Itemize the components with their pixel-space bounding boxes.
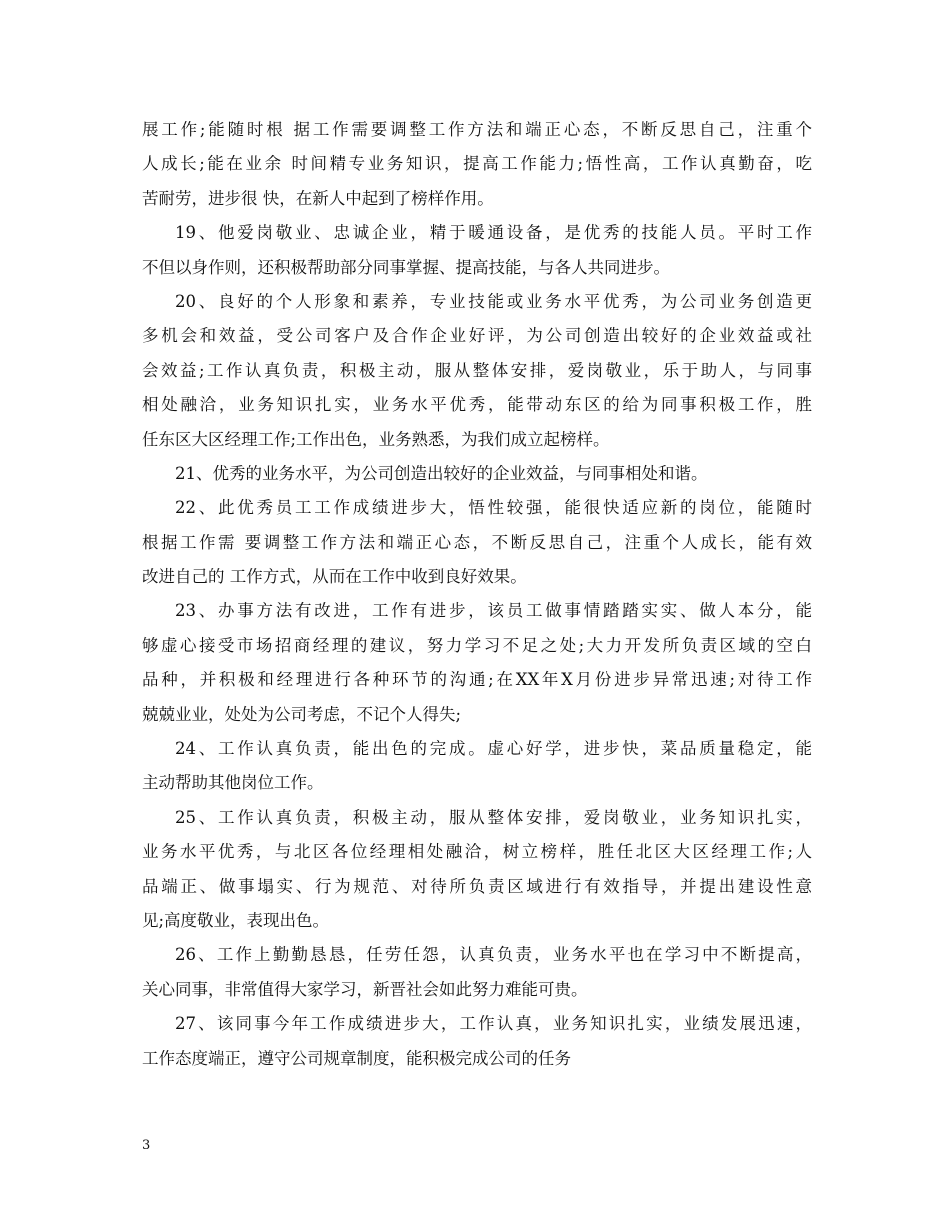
text-line: 展工作;能随时根 据工作需要调整工作方法和端正心态，不断反思自己，注重个 [142,120,812,139]
text-line: 20、良好的个人形象和素养，专业技能或业务水平优秀，为公司业务创造更 [175,291,812,311]
text-line: 兢兢业业，处处为公司考虑，不记个人得失; [142,704,462,724]
text-line: 品端正、做事塌实、行为规范、对待所负责区域进行有效指导，并提出建设性意 [142,876,812,896]
text-line: 相处融洽，业务知识扎实，业务水平优秀，能带动东区的给为同事积极工作，胜 [142,395,812,415]
text-line: 19、他爱岗敬业、忠诚企业，精于暖通设备，是优秀的技能人员。平时工作 [175,223,812,243]
text-line: 24、工作认真负责，能出色的完成。虚心好学，进步快，菜品质量稳定，能 [175,739,812,759]
text-line: 25、工作认真负责，积极主动，服从整体安排，爱岗敬业，业务知识扎实， [175,807,812,827]
text-line: 改进自己的 工作方式，从而在工作中收到良好效果。 [142,567,527,587]
text-line: 人成长;能在业余 时间精专业务知识，提高工作能力;悟性高，工作认真勤奋，吃 [142,154,812,174]
document-body [142,113,812,1076]
text-line: 23、办事方法有改进，工作有进步，该员工做事情踏踏实实、做人本分，能 [175,601,812,621]
page-number: 3 [142,1138,151,1153]
text-line: 27、该同事今年工作成绩进步大，工作认真，业务知识扎实，业绩发展迅速， [175,1014,812,1034]
text-line: 不但以身作则，还积极帮助部分同事掌握、提高技能，与各人共同进步。 [142,257,670,277]
text-line: 会效益;工作认真负责，积极主动，服从整体安排，爱岗敬业，乐于助人，与同事 [142,360,812,380]
text-line: 21、优秀的业务水平，为公司创造出较好的企业效益，与同事相处和谐。 [175,463,708,483]
text-line: 苦耐劳，进步很 快，在新人中起到了榜样作用。 [142,188,494,208]
text-line: 够虚心接受市场招商经理的建议，努力学习不足之处;大力开发所负责区域的空白 [142,635,812,655]
text-line: 关心同事，非常值得大家学习，新晋社会如此努力难能可贵。 [142,979,588,999]
text-line: 多机会和效益，受公司客户及合作企业好评，为公司创造出较好的企业效益或社 [142,326,812,346]
text-line: 见;高度敬业，表现出色。 [142,910,330,930]
text-line: 任东区大区经理工作;工作出色，业务熟悉，为我们成立起榜样。 [142,429,610,449]
text-line: 22、此优秀员工工作成绩进步大，悟性较强，能很快适应新的岗位，能随时 [175,498,812,518]
text-line: 主动帮助其他岗位工作。 [142,773,324,793]
text-line: 26、工作上勤勤恳恳，任劳任怨，认真负责，业务水平也在学习中不断提高， [175,945,812,965]
text-line: 业务水平优秀，与北区各位经理相处融洽，树立榜样，胜任北区大区经理工作;人 [142,842,812,862]
text-line: 工作态度端正，遵守公司规章制度，能积极完成公司的任务 [142,1048,571,1068]
text-line: 根据工作需 要调整工作方法和端正心态，不断反思自己，注重个人成长，能有效 [142,532,812,552]
text-line: 品种，并积极和经理进行各种环节的沟通;在XX年X月份进步异常迅速;对待工作 [142,670,812,690]
